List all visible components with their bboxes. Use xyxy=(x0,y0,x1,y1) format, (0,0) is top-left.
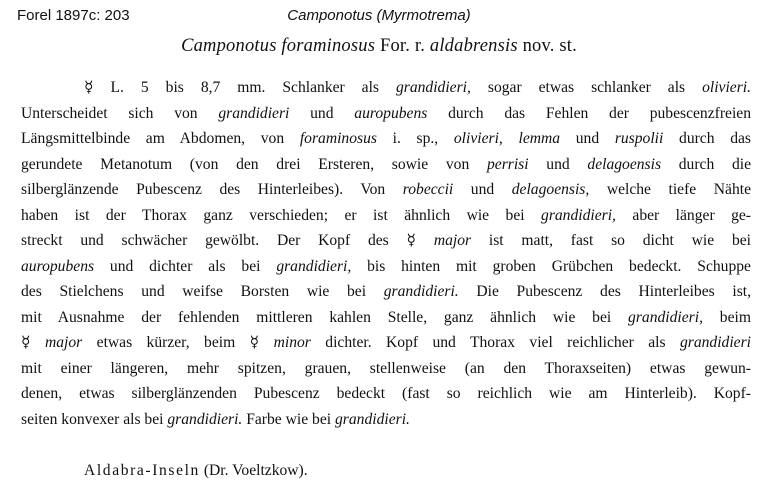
text-run: etwas kürzer, beim ☿ xyxy=(82,334,274,351)
locality-place: Aldabra-Inseln xyxy=(84,462,200,479)
italic-term: delagoensis xyxy=(587,155,662,173)
text-run: ☿ L. 5 bis 8,7 mm. Schlanker als xyxy=(84,79,396,96)
text-run: welche tiefe Nähte xyxy=(589,181,751,198)
text-run: mit Ausnahme der fehlenden mittleren kahlen Stelle, ganz ähnlich wie bei xyxy=(21,308,629,326)
italic-term: grandidieri, xyxy=(395,79,471,96)
text-run: beim xyxy=(703,308,751,326)
text-line xyxy=(21,228,751,254)
text-run: bis hinten mit groben Grübchen bedeckt. Schuppe xyxy=(351,257,751,275)
genus-heading: Camponotus (Myrmotrema) xyxy=(287,7,471,24)
text-run: gerundete Metanotum (von den drei Ersteren, sowie von xyxy=(21,155,487,173)
italic-term: auropubens xyxy=(354,104,428,122)
italic-term: robeccii xyxy=(402,181,454,198)
text-run: und xyxy=(289,104,355,122)
text-run: aber länger ge- xyxy=(615,206,751,224)
text-line xyxy=(21,152,751,178)
italic-term: grandidieri xyxy=(218,104,290,122)
italic-term: delagoensis, xyxy=(511,181,590,198)
text-line xyxy=(21,305,751,331)
italic-term: minor xyxy=(273,334,311,351)
text-run: und xyxy=(453,181,512,198)
text-run: mit einer längeren, mehr spitzen, grauen, stellenweise (an den Thoraxseiten) etwas gewun- xyxy=(21,359,751,377)
title-author: For. r. xyxy=(379,36,426,56)
text-line xyxy=(21,101,751,127)
italic-term: major xyxy=(44,334,83,351)
text-line xyxy=(21,356,751,382)
text-run: ist matt, fast so dicht wie bei xyxy=(471,232,751,249)
text-line xyxy=(21,177,751,203)
race-name: aldabrensis xyxy=(429,36,518,56)
italic-term: grandidieri. xyxy=(334,410,410,428)
text-run: denen, etwas silberglänzenden Pubescenz bedeckt (fast so reichlich wie am Hinterleib). Kopf- xyxy=(21,385,751,402)
text-run: des Stielchens und weifse Borsten wie bei xyxy=(21,283,384,300)
text-line xyxy=(21,330,751,356)
text-run: und xyxy=(528,155,588,173)
text-line xyxy=(21,75,751,101)
text-run: Die Pubescenz des Hinterleibes ist, xyxy=(458,283,751,300)
text-run: durch das Fehlen der pubescenzfreien xyxy=(427,104,752,122)
text-run: sogar etwas schlanker als xyxy=(470,79,703,96)
description-paragraph xyxy=(21,75,751,432)
text-run: Unterscheidet sich von xyxy=(21,104,219,122)
text-run: durch das xyxy=(663,130,751,147)
italic-term: grandidieri xyxy=(679,334,752,351)
italic-term: ruspolii xyxy=(614,130,664,147)
species-name: Camponotus foraminosus xyxy=(181,36,376,56)
locality-line xyxy=(84,462,308,480)
italic-term: grandidieri. xyxy=(383,283,459,300)
text-run: und xyxy=(560,130,615,147)
text-run: i. sp., xyxy=(376,130,454,147)
text-run: Farbe wie bei xyxy=(242,410,335,428)
italic-term: grandidieri, xyxy=(628,308,703,326)
text-line xyxy=(21,254,751,280)
text-run: ☿ xyxy=(21,334,45,351)
locality-collector: (Dr. Voeltzkow). xyxy=(203,462,308,479)
text-line xyxy=(21,279,751,305)
italic-term: grandidieri, xyxy=(276,257,352,275)
text-run: seiten konvexer als bei xyxy=(21,410,168,428)
italic-term: major xyxy=(433,232,472,249)
italic-term: grandidieri. xyxy=(167,410,243,428)
text-run: und dichter als bei xyxy=(94,257,277,275)
text-run: dichter. Kopf und Thorax viel reichlicher als xyxy=(310,334,680,351)
italic-term: foraminosus xyxy=(299,130,377,147)
italic-term: grandidieri, xyxy=(541,206,616,224)
text-run: streckt und schwächer gewölbt. Der Kopf des ☿ xyxy=(21,232,434,249)
text-line xyxy=(21,203,751,229)
text-run: silberglänzende Pubescenz des Hinterleibes). Von xyxy=(21,181,403,198)
text-line xyxy=(21,381,751,407)
page-citation: Forel 1897c: 203 xyxy=(17,7,130,24)
taxon-status: nov. st. xyxy=(522,36,577,56)
taxon-title xyxy=(0,36,758,57)
italic-term: auropubens xyxy=(21,257,95,275)
italic-term: perrisi xyxy=(486,155,529,173)
text-run: haben ist der Thorax ganz verschieden; er ist ähnlich wie bei xyxy=(21,206,542,224)
text-run: Längsmittelbinde am Abdomen, von xyxy=(21,130,300,147)
italic-term: olivieri. xyxy=(702,79,751,96)
italic-term: olivieri, lemma xyxy=(453,130,561,147)
text-run: durch die xyxy=(661,155,751,173)
text-line xyxy=(21,407,751,433)
text-line xyxy=(21,126,751,152)
